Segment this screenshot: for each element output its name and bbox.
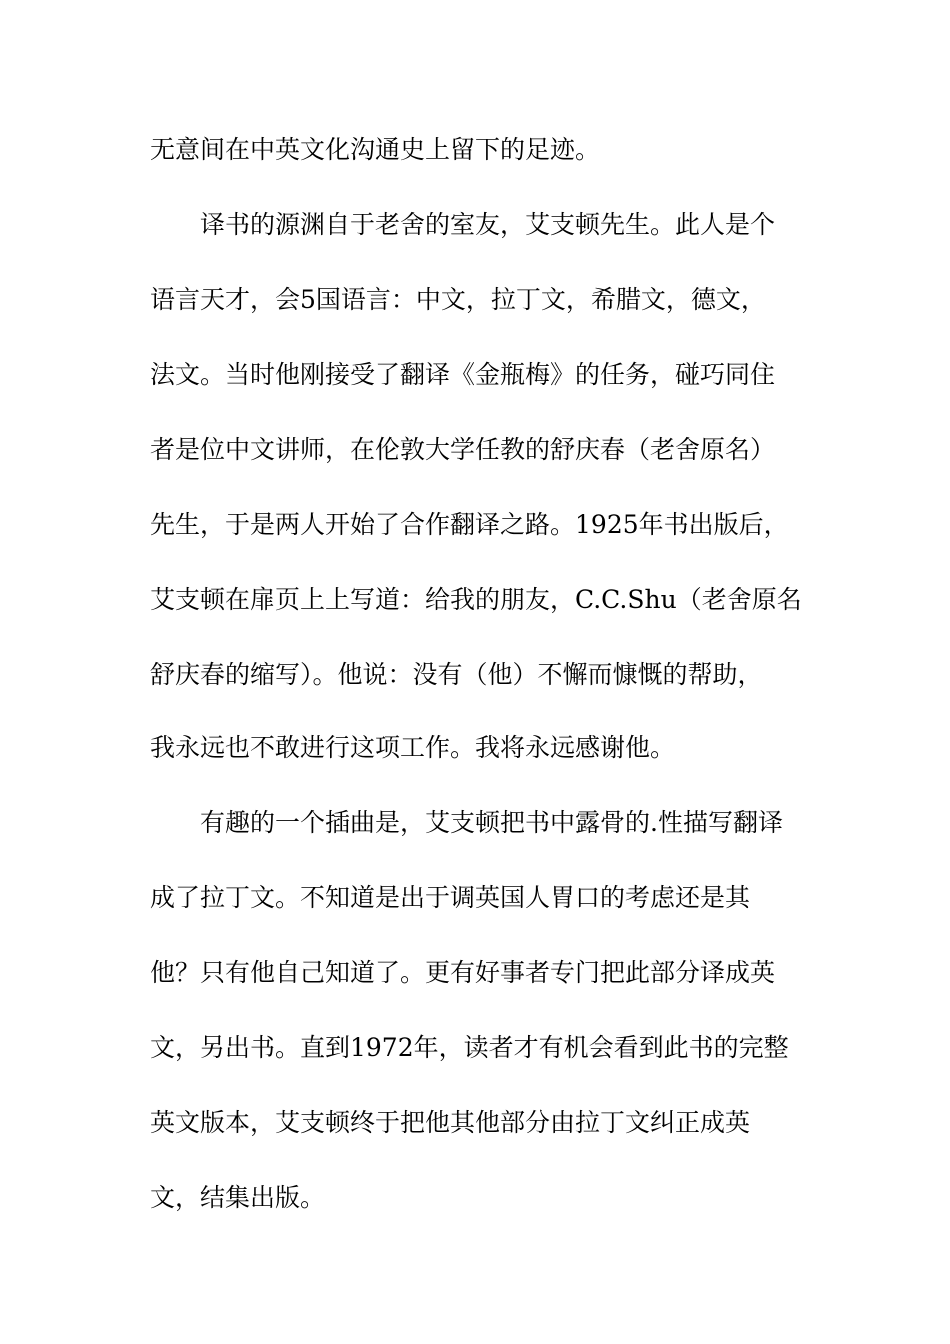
paragraph-first-line: 有趣的一个插曲是，艾支顿把书中露骨的.性描写翻译 bbox=[200, 808, 783, 837]
text-line: 英文版本，艾支顿终于把他其他部分由拉丁文纠正成英 bbox=[150, 1108, 751, 1137]
text-line: 舒庆春的缩写）。他说：没有（他）不懈而慷慨的帮助， bbox=[150, 660, 763, 689]
text-line: 成了拉丁文。不知道是出于调英国人胃口的考虑还是其 bbox=[150, 883, 751, 912]
text-line: 先生，于是两人开始了合作翻译之路。1925年书出版后， bbox=[150, 510, 789, 539]
text-line: 法文。当时他刚接受了翻译《金瓶梅》的任务，碰巧同住 bbox=[150, 360, 776, 389]
text-line: 文，另出书。直到1972年，读者才有机会看到此书的完整 bbox=[150, 1033, 789, 1062]
text-line: 我永远也不敢进行这项工作。我将永远感谢他。 bbox=[150, 733, 676, 762]
text-line: 者是位中文讲师，在伦敦大学任教的舒庆春（老舍原名） bbox=[150, 435, 776, 464]
paragraph-first-line: 译书的源渊自于老舍的室友，艾支顿先生。此人是个 bbox=[200, 210, 776, 239]
text-line: 艾支顿在扉页上上写道：给我的朋友，C.C.Shu（老舍原名 bbox=[150, 585, 802, 614]
text-line: 文，结集出版。 bbox=[150, 1183, 326, 1212]
text-line: 他？只有他自己知道了。更有好事者专门把此部分译成英 bbox=[150, 958, 776, 987]
text-line: 语言天才，会5国语言：中文，拉丁文，希腊文，德文， bbox=[150, 285, 766, 314]
text-line: 无意间在中英文化沟通史上留下的足迹。 bbox=[150, 135, 601, 164]
